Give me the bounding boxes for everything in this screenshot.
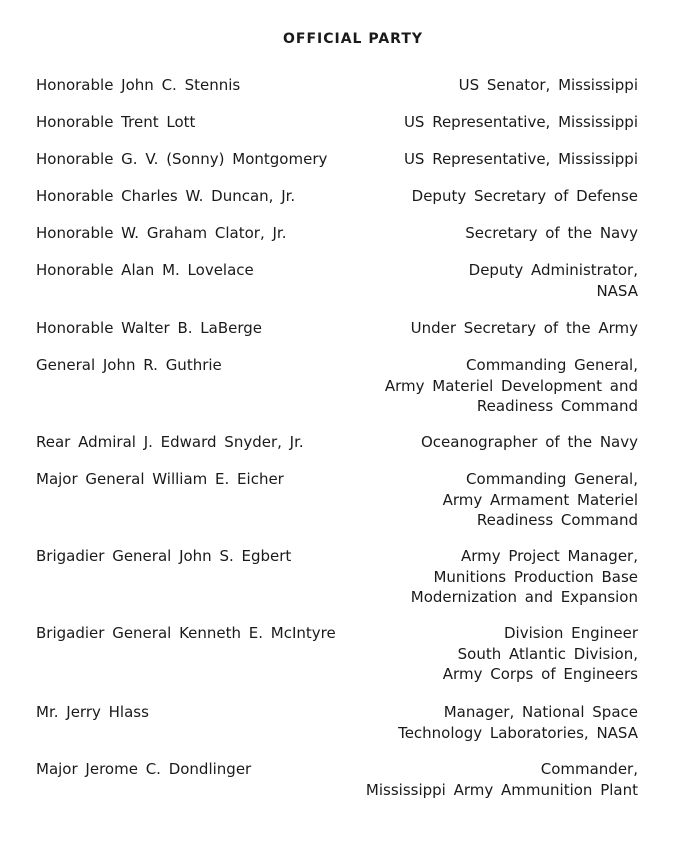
member-title-line: Modernization and Expansion bbox=[410, 588, 638, 606]
member-title-line: Army Materiel Development and bbox=[384, 376, 638, 395]
member-title bbox=[411, 546, 638, 608]
member-name: Brigadier General Kenneth E. McIntyre bbox=[36, 624, 336, 642]
member-title-line: Readiness Command bbox=[476, 511, 638, 529]
member-title bbox=[385, 355, 638, 417]
member-title-line: Army Project Manager, bbox=[460, 547, 638, 565]
member-title-line: Army Armament Materiel bbox=[442, 490, 638, 509]
member-title-line: US Senator, Mississippi bbox=[458, 76, 638, 94]
member-title bbox=[443, 469, 638, 531]
member-title-line: Deputy Secretary of Defense bbox=[411, 187, 638, 205]
member-title-line: Mississippi Army Ammunition Plant bbox=[365, 780, 638, 799]
member-name: Honorable Trent Lott bbox=[36, 113, 196, 131]
member-title-line: South Atlantic Division, bbox=[457, 644, 638, 663]
member-title-line: Division Engineer bbox=[503, 624, 638, 642]
member-title-line: Munitions Production Base bbox=[433, 567, 638, 586]
member-title-line: Secretary of the Navy bbox=[465, 224, 638, 242]
member-name: Honorable W. Graham Clator, Jr. bbox=[36, 224, 287, 242]
member-title bbox=[398, 702, 638, 743]
member-name: Honorable Charles W. Duncan, Jr. bbox=[36, 187, 296, 205]
member-title bbox=[443, 623, 638, 685]
member-title-line: US Representative, Mississippi bbox=[403, 150, 638, 168]
page-title: OFFICIAL PARTY bbox=[283, 31, 423, 47]
member-title-line: US Representative, Mississippi bbox=[403, 113, 638, 131]
member-name: Honorable John C. Stennis bbox=[36, 76, 241, 94]
member-title-line: Army Corps of Engineers bbox=[442, 665, 638, 683]
member-name: Honorable Alan M. Lovelace bbox=[36, 261, 254, 279]
member-title bbox=[404, 149, 638, 170]
member-name: Major Jerome C. Dondlinger bbox=[36, 760, 252, 778]
member-name: Mr. Jerry Hlass bbox=[36, 703, 149, 721]
member-name: Rear Admiral J. Edward Snyder, Jr. bbox=[36, 433, 304, 451]
member-title-line: Commanding General, bbox=[466, 356, 638, 374]
member-title-line: Deputy Administrator, bbox=[468, 261, 638, 279]
member-title bbox=[421, 432, 638, 453]
member-title-line: Technology Laboratories, NASA bbox=[398, 723, 638, 742]
member-title-line: Under Secretary of the Army bbox=[410, 319, 638, 337]
member-title-line: Readiness Command bbox=[476, 397, 638, 415]
member-title bbox=[366, 759, 638, 800]
member-title bbox=[404, 112, 638, 133]
member-title bbox=[411, 318, 638, 339]
member-title-line: Commanding General, bbox=[466, 470, 638, 488]
member-title-line: Manager, National Space bbox=[443, 703, 638, 721]
member-name: General John R. Guthrie bbox=[36, 356, 222, 374]
member-title bbox=[465, 223, 638, 244]
member-title-line: Commander, bbox=[540, 760, 638, 778]
member-name: Brigadier General John S. Egbert bbox=[36, 547, 292, 565]
member-title-line: NASA bbox=[596, 281, 638, 300]
member-title bbox=[469, 260, 638, 301]
member-name: Major General William E. Eicher bbox=[36, 470, 284, 488]
member-title-line: Oceanographer of the Navy bbox=[420, 433, 638, 451]
member-title bbox=[459, 75, 638, 96]
member-title bbox=[412, 186, 638, 207]
member-name: Honorable Walter B. LaBerge bbox=[36, 319, 263, 337]
member-name: Honorable G. V. (Sonny) Montgomery bbox=[36, 150, 328, 168]
